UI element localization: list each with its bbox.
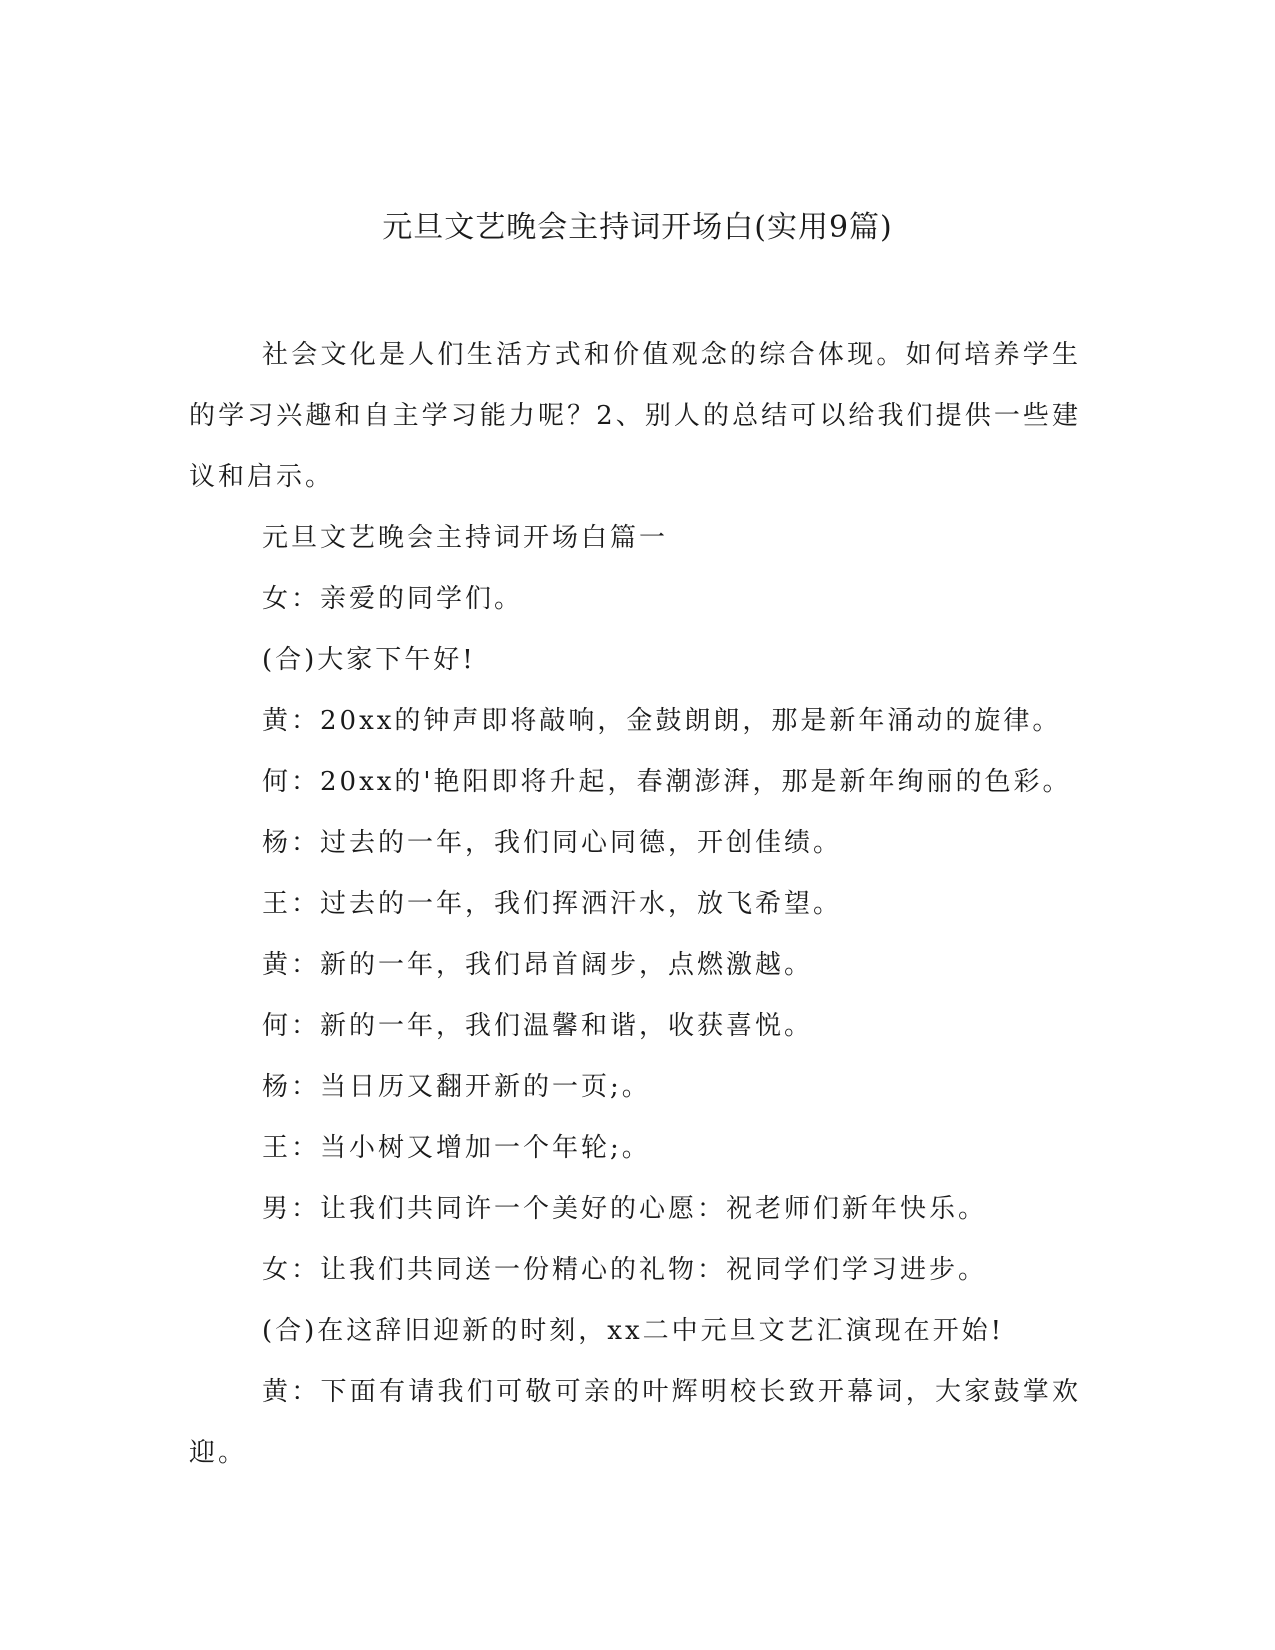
script-line: 王：过去的一年，我们挥洒汗水，放飞希望。 — [262, 889, 843, 919]
script-line: 黄：新的一年，我们昂首阔步，点燃激越。 — [262, 950, 814, 980]
script-line: (合)在这辞旧迎新的时刻，xx二中元旦文艺汇演现在开始! — [262, 1316, 1005, 1346]
document-body — [189, 325, 1081, 1484]
section-heading: 元旦文艺晚会主持词开场白篇一 — [262, 523, 669, 553]
script-line: 女：亲爱的同学们。 — [262, 584, 524, 614]
script-line: 何：20xx的'艳阳即将升起，春潮澎湃，那是新年绚丽的色彩。 — [262, 767, 1072, 797]
script-line: 女：让我们共同送一份精心的礼物：祝同学们学习进步。 — [262, 1255, 988, 1285]
script-line: 杨：当日历又翻开新的一页;。 — [262, 1072, 651, 1102]
script-line: 黄：20xx的钟声即将敲响，金鼓朗朗，那是新年涌动的旋律。 — [262, 706, 1062, 736]
script-line: 何：新的一年，我们温馨和谐，收获喜悦。 — [262, 1011, 814, 1041]
script-line: (合)大家下午好! — [262, 645, 476, 675]
script-line: 黄：下面有请我们可敬可亲的叶辉明校长致开幕词，大家鼓掌欢迎。 — [189, 1377, 1081, 1468]
script-line: 杨：过去的一年，我们同心同德，开创佳绩。 — [262, 828, 843, 858]
script-line: 王：当小树又增加一个年轮;。 — [262, 1133, 651, 1163]
script-line: 男：让我们共同许一个美好的心愿：祝老师们新年快乐。 — [262, 1194, 988, 1224]
document-title: 元旦文艺晚会主持词开场白(实用9篇) — [382, 210, 893, 245]
intro-paragraph: 社会文化是人们生活方式和价值观念的综合体现。如何培养学生的学习兴趣和自主学习能力呢？2、别人的总结可以给我们提供一些建议和启示。 — [189, 340, 1081, 492]
